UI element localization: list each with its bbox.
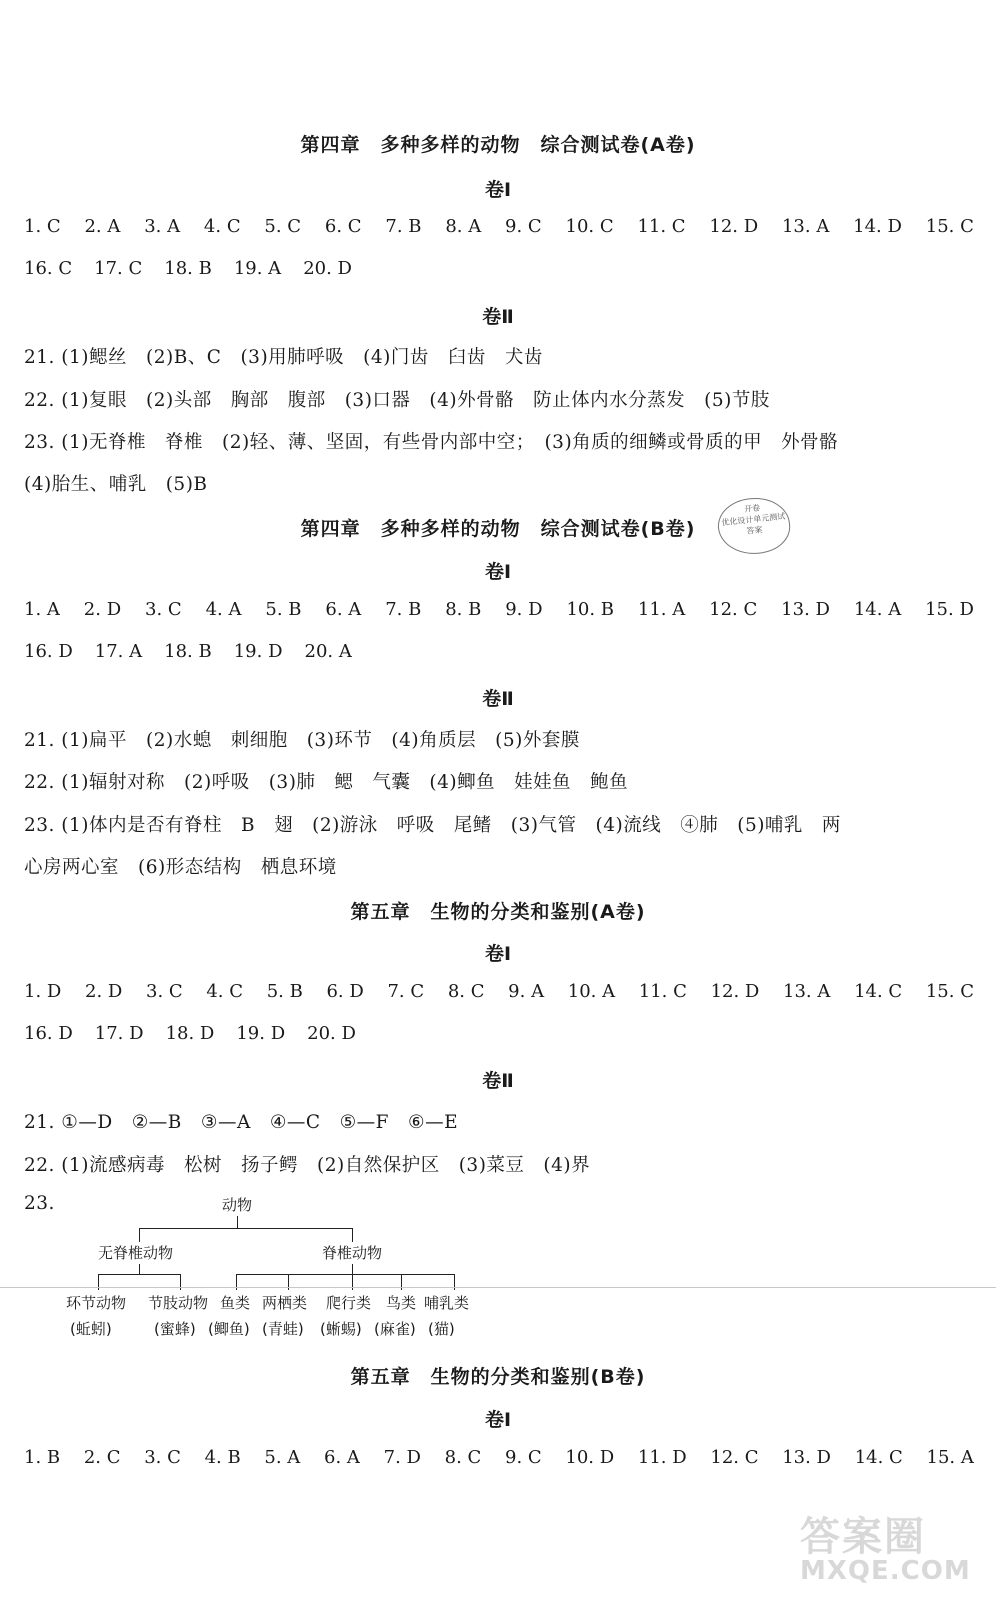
answer: 12. C bbox=[710, 1447, 759, 1468]
answer: 2. A bbox=[84, 216, 121, 237]
answer: 14. C bbox=[854, 1447, 903, 1468]
tree-example: (猫) bbox=[428, 1320, 455, 1338]
volume-heading: 卷Ⅰ bbox=[484, 179, 512, 201]
answer: 3. A bbox=[144, 216, 181, 237]
answer: 8. A bbox=[445, 216, 482, 237]
answer: 2. D bbox=[83, 599, 122, 620]
answer: 11. C bbox=[637, 216, 686, 237]
answer: 11. D bbox=[637, 1447, 687, 1468]
answer: 6. D bbox=[326, 981, 364, 1002]
tree-leaf: 哺乳类 bbox=[424, 1294, 470, 1312]
section-title: 第五章 生物的分类和鉴别(A卷) bbox=[350, 901, 646, 923]
tree-node-vertebrate: 脊椎动物 bbox=[322, 1244, 383, 1262]
tree-leaf: 鸟类 bbox=[386, 1294, 417, 1312]
answer: 17. D bbox=[94, 1023, 144, 1044]
tree-leaf: 节肢动物 bbox=[148, 1294, 209, 1312]
stamp-line: 开卷 bbox=[743, 503, 761, 514]
answer-line: (4)胎生、哺乳 (5)B bbox=[24, 474, 208, 495]
tree-example: (蜜蜂) bbox=[154, 1320, 196, 1338]
answer-line: 23. (1)体内是否有脊柱 B 翅 (2)游泳 呼吸 尾鳍 (3)气管 (4)流线 ④肺 (5)哺乳 两 bbox=[24, 815, 841, 836]
answer: 4. C bbox=[206, 981, 244, 1002]
answer: 14. D bbox=[853, 216, 902, 237]
answer: 4. A bbox=[205, 599, 242, 620]
answer: 5. B bbox=[265, 599, 302, 620]
mc-row bbox=[24, 981, 974, 1002]
answer: 10. C bbox=[565, 216, 614, 237]
stamp-logo bbox=[715, 494, 792, 557]
answer: 15. D bbox=[925, 599, 974, 620]
scan-fold-line bbox=[0, 1287, 996, 1288]
answer: 5. C bbox=[264, 216, 302, 237]
answer-line: 22. (1)辐射对称 (2)呼吸 (3)肺 鳃 气囊 (4)鲫鱼 娃娃鱼 鲍鱼 bbox=[24, 772, 629, 793]
answer: 8. C bbox=[447, 981, 485, 1002]
answer: 1. A bbox=[24, 599, 60, 620]
answer: 3. C bbox=[146, 981, 183, 1002]
volume-heading: 卷Ⅰ bbox=[484, 943, 512, 965]
answer: 19. D bbox=[233, 641, 283, 662]
answer: 20. D bbox=[303, 258, 352, 279]
answer: 3. C bbox=[145, 599, 182, 620]
section-title: 第五章 生物的分类和鉴别(B卷) bbox=[350, 1366, 646, 1388]
mc-row bbox=[24, 216, 974, 237]
answer: 7. B bbox=[385, 599, 422, 620]
stamp-line: 优化设计单元测试 bbox=[721, 511, 786, 528]
section-title: 第四章 多种多样的动物 综合测试卷(B卷) bbox=[300, 518, 696, 540]
answer: 19. D bbox=[236, 1023, 286, 1044]
answer: 5. A bbox=[264, 1447, 301, 1468]
answer: 1. C bbox=[24, 216, 61, 237]
section-title: 第四章 多种多样的动物 综合测试卷(A卷) bbox=[300, 134, 696, 156]
answer: 14. C bbox=[854, 981, 903, 1002]
tree-example: (蜥蜴) bbox=[320, 1320, 362, 1338]
answer-line: 心房两心室 (6)形态结构 栖息环境 bbox=[24, 857, 337, 878]
tree-example: (蚯蚓) bbox=[70, 1320, 112, 1338]
tree-example: (麻雀) bbox=[374, 1320, 416, 1338]
answer-line: 23. (1)无脊椎 脊椎 (2)轻、薄、坚固，有些骨内部中空； (3)角质的细鳞或骨质的甲 外骨骼 bbox=[24, 432, 839, 453]
answer: 12. C bbox=[709, 599, 758, 620]
answer: 19. A bbox=[233, 258, 282, 279]
answer: 9. D bbox=[505, 599, 543, 620]
volume-heading: 卷Ⅰ bbox=[484, 1409, 512, 1431]
answer: 2. D bbox=[85, 981, 123, 1002]
answer: 18. B bbox=[164, 641, 212, 662]
tree-example: (青蛙) bbox=[262, 1320, 304, 1338]
mc-row bbox=[24, 1447, 974, 1468]
tree-example: (鲫鱼) bbox=[208, 1320, 250, 1338]
answer: 11. C bbox=[638, 981, 687, 1002]
mc-row bbox=[24, 599, 974, 620]
watermark-url: MXQE.COM bbox=[800, 1556, 971, 1586]
answer: 7. D bbox=[383, 1447, 421, 1468]
answer: 14. A bbox=[853, 599, 902, 620]
answer: 6. A bbox=[325, 599, 362, 620]
tree-leaf: 两栖类 bbox=[262, 1294, 308, 1312]
answer-line: 22. (1)复眼 (2)头部 胸部 腹部 (3)口器 (4)外骨骼 防止体内水分蒸发 (5)节肢 bbox=[24, 390, 770, 411]
answer: 15. C bbox=[925, 981, 974, 1002]
watermark-logo bbox=[800, 1505, 990, 1590]
answer-line: 21. (1)鳃丝 (2)B、C (3)用肺呼吸 (4)门齿 臼齿 犬齿 bbox=[24, 347, 543, 368]
tree-leaf: 鱼类 bbox=[220, 1294, 251, 1312]
question-number: 23. bbox=[24, 1193, 55, 1214]
answer: 20. A bbox=[304, 641, 352, 662]
answer: 4. B bbox=[204, 1447, 241, 1468]
answer-line: 22. (1)流感病毒 松树 扬子鳄 (2)自然保护区 (3)菜豆 (4)界 bbox=[24, 1155, 591, 1176]
answer: 10. D bbox=[565, 1447, 615, 1468]
answer: 4. C bbox=[203, 216, 241, 237]
tree-root: 动物 bbox=[222, 1196, 253, 1214]
volume-heading: 卷Ⅱ bbox=[482, 306, 514, 328]
answer: 9. C bbox=[505, 1447, 542, 1468]
answer: 16. C bbox=[24, 258, 73, 279]
answer: 20. D bbox=[307, 1023, 356, 1044]
tree-leaf: 环节动物 bbox=[66, 1294, 127, 1312]
answer: 6. C bbox=[324, 216, 362, 237]
classification-tree bbox=[24, 1190, 544, 1350]
mc-row bbox=[24, 641, 974, 662]
answer: 16. D bbox=[24, 1023, 73, 1044]
stamp-line: 答案 bbox=[746, 525, 763, 536]
answer: 5. B bbox=[266, 981, 303, 1002]
answer: 17. C bbox=[94, 258, 143, 279]
volume-heading: 卷Ⅱ bbox=[482, 1070, 514, 1092]
answer: 11. A bbox=[637, 599, 686, 620]
watermark-text: 答案圈 bbox=[800, 1514, 926, 1560]
answer: 13. D bbox=[781, 599, 830, 620]
tree-leaf: 爬行类 bbox=[326, 1294, 372, 1312]
mc-row bbox=[24, 258, 974, 279]
answer-line: 21. ①—D ②—B ③—A ④—C ⑤—F ⑥—E bbox=[24, 1112, 459, 1133]
answer: 15. C bbox=[925, 216, 974, 237]
answer: 8. B bbox=[445, 599, 482, 620]
answer: 12. D bbox=[710, 981, 760, 1002]
answer: 9. A bbox=[508, 981, 545, 1002]
answer: 13. A bbox=[783, 981, 831, 1002]
answer: 13. D bbox=[782, 1447, 831, 1468]
answer: 10. B bbox=[566, 599, 615, 620]
volume-heading: 卷Ⅱ bbox=[482, 688, 514, 710]
answer: 16. D bbox=[24, 641, 73, 662]
answer: 7. B bbox=[385, 216, 422, 237]
answer: 3. C bbox=[144, 1447, 181, 1468]
answer: 2. C bbox=[83, 1447, 121, 1468]
mc-row bbox=[24, 1023, 974, 1044]
answer: 15. A bbox=[926, 1447, 974, 1468]
answer: 9. C bbox=[505, 216, 542, 237]
answer: 7. C bbox=[387, 981, 425, 1002]
answer: 13. A bbox=[781, 216, 830, 237]
answer: 10. A bbox=[567, 981, 616, 1002]
answer: 6. A bbox=[324, 1447, 360, 1468]
volume-heading: 卷Ⅰ bbox=[484, 561, 512, 583]
answer-line: 21. (1)扁平 (2)水螅 刺细胞 (3)环节 (4)角质层 (5)外套膜 bbox=[24, 730, 580, 751]
tree-node-invertebrate: 无脊椎动物 bbox=[98, 1244, 174, 1262]
answer: 1. B bbox=[24, 1447, 61, 1468]
answer: 18. B bbox=[164, 258, 212, 279]
answer: 8. C bbox=[444, 1447, 482, 1468]
answer: 12. D bbox=[709, 216, 759, 237]
answer: 18. D bbox=[165, 1023, 215, 1044]
answer: 1. D bbox=[24, 981, 62, 1002]
answer: 17. A bbox=[94, 641, 143, 662]
